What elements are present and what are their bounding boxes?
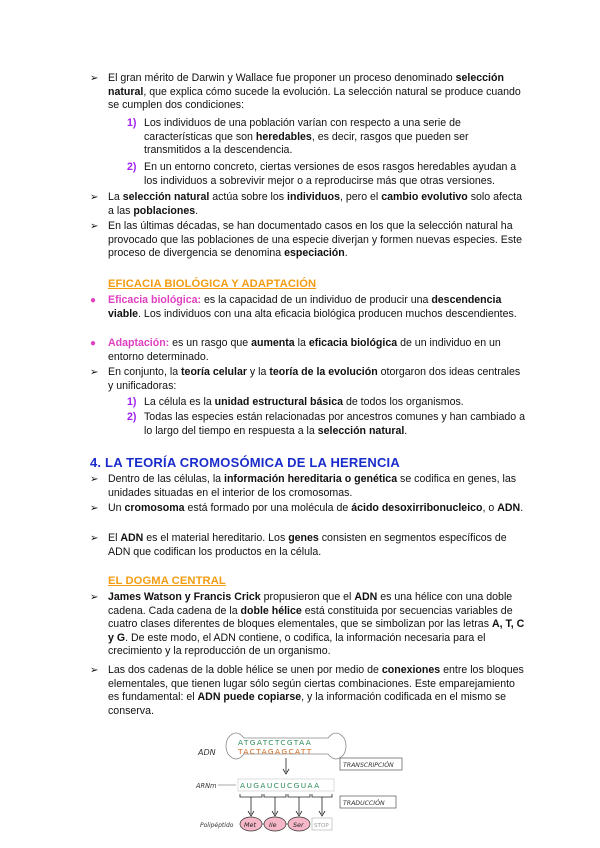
adn-bottom-strand: TACTAGAGCATT: [238, 747, 313, 756]
paragraph-watson-crick: James Watson y Francis Crick propusieron que el ADN es una hélice con una doble cadena. Cada cadena de la doble hélice está constituida por secuencias variables de cuatro clases diferentes de bloques elementales, que se simbolizan por las letras A, T, C y G. De este modo, el ADN contiene, o codifica, la información necesaria para el crecimiento y la reproducción de un organismo.: [108, 591, 525, 658]
section-heading-teoria-cromosomica: 4. LA TEORÍA CROMOSÓMICA DE LA HERENCIA: [90, 455, 400, 470]
amino-acid-label: Ser: [293, 821, 304, 829]
codon-bracket: [288, 794, 310, 797]
arrow-bullet-icon: ➢: [90, 503, 99, 514]
transcripcion-label: TRANSCRIPCIÓN: [343, 762, 394, 769]
list-number: 2): [127, 411, 137, 423]
codon-bracket: [264, 794, 286, 797]
paragraph-seleccion-natural: El gran mérito de Darwin y Wallace fue proponer un proceso denominado selección natural, que explica cómo sucede la evolución. La selección natural se produce cuando se cumplen dos condiciones:: [108, 72, 521, 112]
arnm-sequence: AUGAUCUCGUAA: [240, 781, 321, 790]
paragraph-cromosoma: Un cromosoma está formado por una molécula de ácido desoxirribonucleico, o ADN.: [108, 502, 524, 514]
paragraph-adn: El ADN es el material hereditario. Los genes consisten en segmentos específicos de ADN que codifican los productos en la célula.: [108, 532, 507, 558]
arrow-bullet-icon: ➢: [90, 474, 99, 485]
section-heading-dogma-central: EL DOGMA CENTRAL: [108, 575, 226, 587]
definition-eficacia: Eficacia biológica: es la capacidad de un individuo de producir una descendencia viable. Los individuos con una alta eficacia biológica producen muchos descendientes.: [108, 294, 517, 320]
amino-acid-label: Ile: [269, 821, 277, 829]
arrow-bullet-icon: ➢: [90, 592, 99, 603]
arrow-bullet-icon: ➢: [90, 192, 99, 203]
bullet-dot-icon: ●: [90, 295, 97, 306]
paragraph-individuos: La selección natural actúa sobre los individuos, pero el cambio evolutivo solo afecta a las poblaciones.: [108, 191, 522, 217]
arnm-label: ARNm: [196, 782, 217, 790]
list-item: Los individuos de una población varían con respecto a una serie de características que son heredables, es decir, rasgos que pueden ser transmitidos a la descendencia.: [144, 117, 469, 157]
arrow-bullet-icon: ➢: [90, 533, 99, 544]
paragraph-conexiones: Las dos cadenas de la doble hélice se unen por medio de conexiones entre los bloques elementales, que tienen lugar sólo según ciertas combinaciones. Este emparejamiento es fundamental: el ADN puede copiarse, y la información codificada en el mismo se conserva.: [108, 664, 524, 717]
adn-top-strand: ATGATCTCGTAA: [238, 738, 313, 747]
arrow-bullet-icon: ➢: [90, 73, 99, 84]
bullet-dot-icon: ●: [90, 338, 97, 349]
arrow-bullet-icon: ➢: [90, 221, 99, 232]
arrow-bullet-icon: ➢: [90, 665, 99, 676]
stop-label: STOP: [314, 823, 329, 829]
traduccion-label: TRADUCCIÓN: [343, 800, 385, 807]
list-item: En un entorno concreto, ciertas versiones de esos rasgos heredables ayudan a los individuos a sobrevivir mejor o a reproducirse más que otras versiones.: [144, 161, 517, 187]
adn-label: ADN: [198, 748, 216, 757]
definition-adaptacion: Adaptación: es un rasgo que aumenta la eficacia biológica de un individuo en un entorno determinado.: [108, 337, 501, 363]
paragraph-teorias: En conjunto, la teoría celular y la teoría de la evolución otorgaron dos ideas centrales y unificadoras:: [108, 366, 521, 392]
codon-bracket: [312, 794, 332, 797]
paragraph-informacion-hereditaria: Dentro de las células, la información hereditaria o genética se codifica en genes, las unidades situadas en el interior de los cromosomas.: [108, 473, 517, 499]
polipeptido-label: Polipéptido: [200, 822, 234, 829]
list-item: La célula es la unidad estructural básica de todos los organismos.: [144, 396, 464, 408]
amino-acid-label: Met: [244, 821, 256, 829]
arrow-bullet-icon: ➢: [90, 367, 99, 378]
list-item: Todas las especies están relacionadas por ancestros comunes y han cambiado a lo largo del tiempo en respuesta a la selección natural.: [144, 411, 526, 437]
codon-bracket: [240, 794, 262, 797]
paragraph-especiacion: En las últimas décadas, se han documentado casos en los que la selección natural ha provocado que las poblaciones de una especie diverjan y formen nuevas especies. Este proceso de divergencia se denomina especiación.: [108, 220, 523, 260]
list-number: 1): [127, 396, 137, 408]
list-number: 1): [127, 117, 137, 129]
central-dogma-diagram: [180, 724, 440, 840]
section-heading-eficacia: EFICACIA BIOLÓGICA Y ADAPTACIÓN: [108, 278, 317, 290]
list-number: 2): [127, 161, 137, 173]
